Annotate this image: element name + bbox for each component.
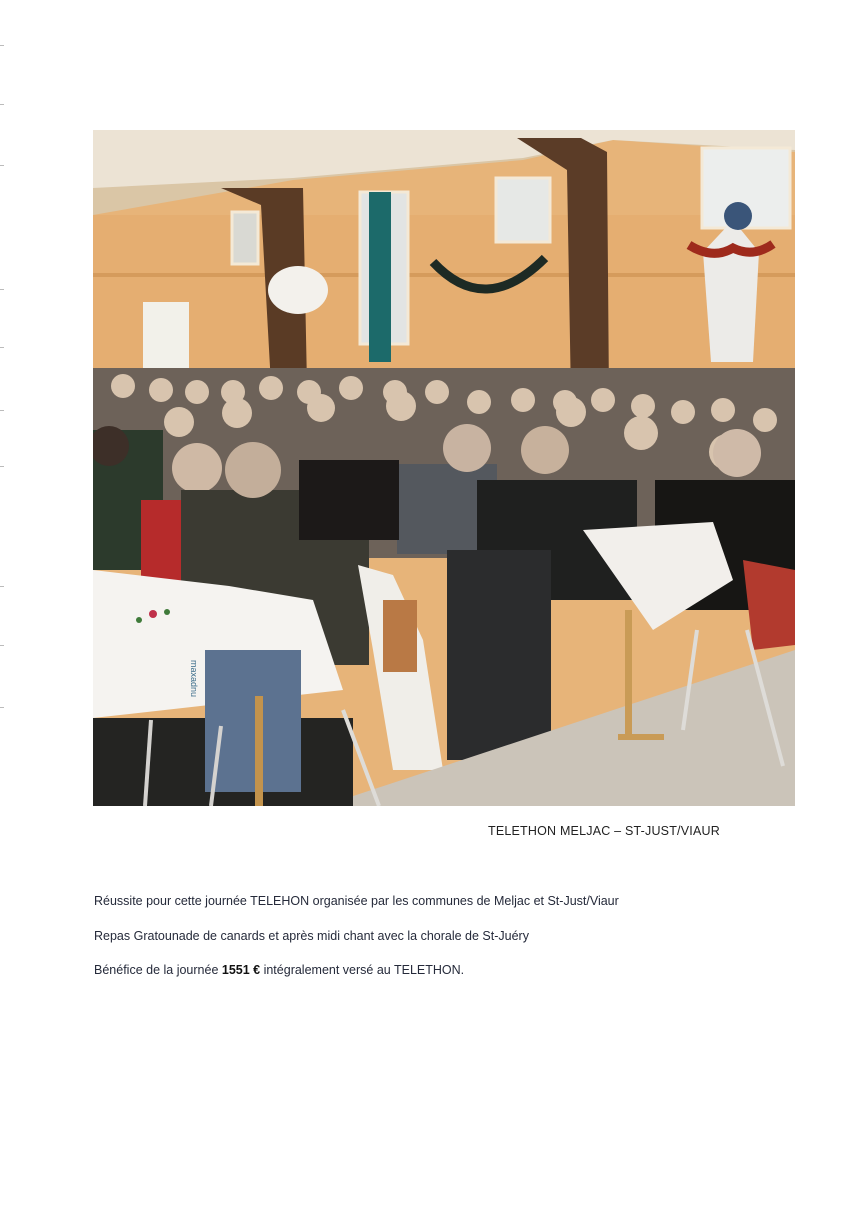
scan-margin-mark bbox=[0, 289, 4, 290]
article-body bbox=[94, 893, 794, 997]
profit-label: Bénéfice de la journée bbox=[94, 963, 222, 977]
scan-margin-mark bbox=[0, 645, 4, 646]
scan-margin-mark bbox=[0, 104, 4, 105]
scan-margin-mark bbox=[0, 347, 4, 348]
article-line-meal: Repas Gratounade de canards et après midi chant avec la chorale de St-Juéry bbox=[94, 928, 529, 943]
scan-margin-mark bbox=[0, 165, 4, 166]
scan-margin-mark bbox=[0, 410, 4, 411]
profit-amount: 1551 € bbox=[221, 963, 261, 977]
photo-caption: TELETHON MELJAC – ST-JUST/VIAUR bbox=[488, 824, 720, 838]
scan-margin-mark bbox=[0, 45, 4, 46]
article-line-success: Réussite pour cette journée TELEHON organisée par les communes de Meljac et St-Just/Viaur bbox=[94, 894, 619, 908]
tablecloth-print: maxadnu bbox=[189, 660, 199, 698]
scan-margin-mark bbox=[0, 586, 4, 587]
scan-margin-mark bbox=[0, 466, 4, 467]
banquet-hall-photo bbox=[93, 130, 795, 806]
profit-destination: intégralement versé au TELETHON. bbox=[260, 963, 465, 977]
article-line-profit bbox=[94, 962, 794, 979]
scan-margin-mark bbox=[0, 707, 4, 708]
